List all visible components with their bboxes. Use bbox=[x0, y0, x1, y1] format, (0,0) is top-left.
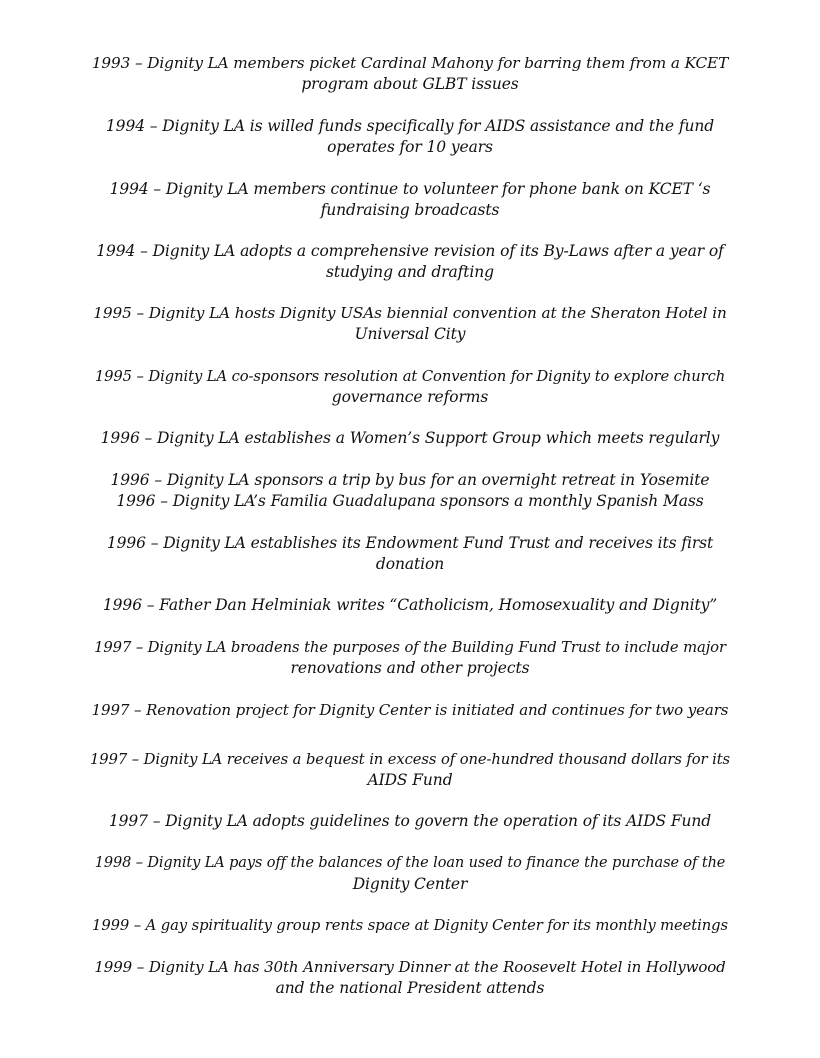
entry-line: 1997 – Dignity LA broadens the purposes of the Building Fund Trust to include major bbox=[94, 639, 726, 656]
timeline-entry bbox=[90, 811, 730, 832]
timeline-entry bbox=[90, 700, 730, 721]
entry-line: AIDS Fund bbox=[367, 771, 453, 789]
entry-line: program about GLBT issues bbox=[301, 75, 519, 93]
timeline-entry bbox=[90, 241, 730, 283]
entry-line: fundraising broadcasts bbox=[320, 201, 500, 219]
timeline-entry bbox=[90, 915, 730, 936]
timeline-entry bbox=[90, 533, 730, 575]
entry-line: 1998 – Dignity LA pays off the balances of the loan used to finance the purchase of the bbox=[94, 855, 726, 871]
timeline-entry bbox=[90, 595, 730, 616]
entry-line: 1996 – Father Dan Helminiak writes “Catholicism, Homosexuality and Dignity” bbox=[102, 596, 718, 614]
entry-line: 1996 – Dignity LA establishes a Women’s Support Group which meets regularly bbox=[100, 429, 720, 447]
timeline-entry bbox=[90, 637, 730, 679]
timeline-entry bbox=[90, 116, 730, 158]
entry-line: 1996 – Dignity LA’s Familia Guadalupana sponsors a monthly Spanish Mass bbox=[116, 492, 704, 510]
timeline-entry bbox=[90, 957, 730, 999]
entry-line: governance reforms bbox=[331, 388, 489, 406]
entry-line: and the national President attends bbox=[275, 979, 545, 997]
timeline-entry bbox=[90, 853, 730, 895]
entry-line: studying and drafting bbox=[325, 263, 494, 281]
entry-line: donation bbox=[375, 555, 445, 573]
entry-line: 1994 – Dignity LA members continue to volunteer for phone bank on KCET ‘s bbox=[109, 180, 711, 198]
entry-line: 1996 – Dignity LA sponsors a trip by bus for an overnight retreat in Yosemite bbox=[110, 471, 710, 489]
timeline-entry bbox=[90, 53, 730, 95]
timeline-entry bbox=[90, 179, 730, 221]
entry-line: 1993 – Dignity LA members picket Cardinal Mahony for barring them from a KCET bbox=[91, 54, 729, 72]
timeline-entry bbox=[90, 303, 730, 345]
entry-line: 1996 – Dignity LA establishes its Endowment Fund Trust and receives its first bbox=[106, 534, 714, 552]
entry-line: 1999 – Dignity LA has 30th Anniversary Dinner at the Roosevelt Hotel in Hollywood bbox=[94, 958, 726, 976]
entry-line: Dignity Center bbox=[352, 875, 468, 893]
entry-line: Universal City bbox=[354, 325, 466, 343]
entry-line: 1994 – Dignity LA is willed funds specifically for AIDS assistance and the fund bbox=[105, 117, 715, 135]
entry-line: 1999 – A gay spirituality group rents space at Dignity Center for its monthly meetings bbox=[92, 917, 728, 934]
entry-line: 1995 – Dignity LA co-sponsors resolution at Convention for Dignity to explore church bbox=[94, 368, 726, 385]
entry-line: 1997 – Dignity LA adopts guidelines to govern the operation of its AIDS Fund bbox=[108, 812, 712, 830]
entry-line: 1994 – Dignity LA adopts a comprehensive revision of its By-Laws after a year of bbox=[96, 242, 724, 260]
timeline-entry bbox=[90, 470, 730, 512]
entry-line: operates for 10 years bbox=[327, 138, 493, 156]
entry-line: 1997 – Dignity LA receives a bequest in excess of one-hundred thousand dollars for its bbox=[90, 751, 730, 768]
timeline-entry bbox=[90, 366, 730, 408]
entry-line: 1995 – Dignity LA hosts Dignity USAs biennial convention at the Sheraton Hotel in bbox=[93, 304, 727, 322]
entry-line: 1997 – Renovation project for Dignity Center is initiated and continues for two years bbox=[91, 701, 729, 719]
timeline-entry bbox=[90, 428, 730, 449]
entry-line: renovations and other projects bbox=[290, 659, 530, 677]
timeline-entry bbox=[90, 749, 730, 791]
